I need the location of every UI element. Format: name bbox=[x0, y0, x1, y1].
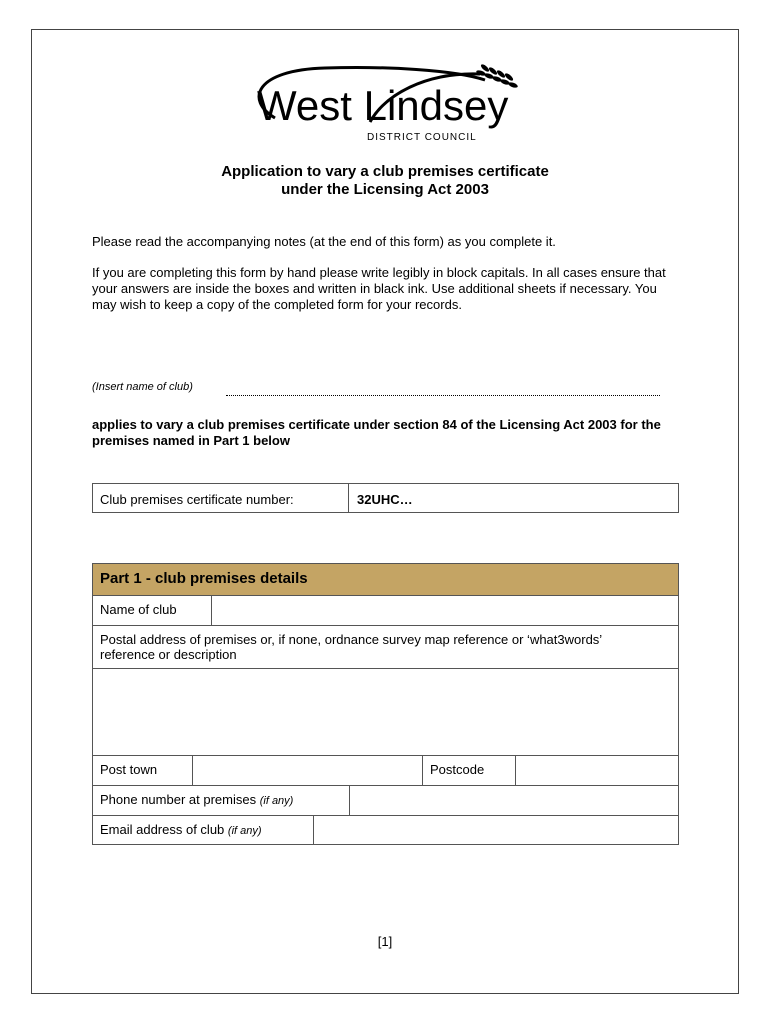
phone-row bbox=[93, 785, 678, 815]
title-line-2: under the Licensing Act 2003 bbox=[281, 181, 489, 198]
intro-paragraph-2: If you are completing this form by hand please write legibly in block capitals. In all cases ensure that your answers are inside the boxes and written in black ink. Use additional sheets if necessary. You may wish to keep a copy of the completed form for your records. bbox=[92, 265, 666, 312]
part1-table bbox=[92, 563, 679, 845]
club-name-line[interactable] bbox=[226, 395, 660, 396]
post-town-row bbox=[93, 755, 678, 785]
svg-text:DISTRICT COUNCIL: DISTRICT COUNCIL bbox=[367, 132, 477, 143]
certificate-number-label: Club premises certificate number: bbox=[93, 484, 349, 512]
email-label bbox=[93, 816, 313, 844]
email-label-text: Email address of club bbox=[100, 822, 225, 837]
postal-address-label: Postal address of premises or, if none, ordnance survey map reference or ‘what3words’ reference or description bbox=[100, 632, 602, 662]
name-of-club-label: Name of club bbox=[100, 602, 177, 617]
name-of-club-field[interactable] bbox=[211, 596, 678, 625]
svg-text:West Lindsey: West Lindsey bbox=[257, 82, 509, 129]
intro-paragraph-1: Please read the accompanying notes (at the end of this form) as you complete it. bbox=[92, 234, 556, 249]
title-line-1: Application to vary a club premises certificate bbox=[221, 163, 549, 180]
address-field-row bbox=[93, 668, 678, 755]
email-row bbox=[93, 815, 678, 844]
insert-club-name-label: (Insert name of club) bbox=[92, 381, 193, 393]
west-lindsey-logo bbox=[235, 60, 535, 146]
address-label-row bbox=[93, 625, 678, 668]
certificate-number-box bbox=[92, 483, 679, 513]
phone-label bbox=[93, 786, 349, 815]
applies-statement: applies to vary a club premises certificate under section 84 of the Licensing Act 2003 for the premises named in Part 1 below bbox=[92, 417, 661, 448]
email-field[interactable] bbox=[313, 816, 678, 844]
post-town-field[interactable] bbox=[192, 756, 422, 785]
phone-label-text: Phone number at premises bbox=[100, 792, 257, 807]
phone-field[interactable] bbox=[349, 786, 678, 815]
postcode-label: Postcode bbox=[422, 756, 515, 785]
postcode-field[interactable] bbox=[515, 756, 678, 785]
post-town-label: Post town bbox=[100, 762, 158, 777]
form-title bbox=[0, 163, 770, 199]
certificate-number-field[interactable] bbox=[349, 484, 413, 512]
phone-hint: (if any) bbox=[259, 795, 294, 807]
certificate-number-value: 32UHC… bbox=[357, 492, 413, 507]
email-hint: (if any) bbox=[227, 825, 262, 837]
part1-heading: Part 1 - club premises details bbox=[93, 564, 678, 595]
name-of-club-row bbox=[93, 595, 678, 625]
postal-address-field[interactable] bbox=[93, 669, 678, 755]
page-number: [1] bbox=[377, 934, 393, 949]
